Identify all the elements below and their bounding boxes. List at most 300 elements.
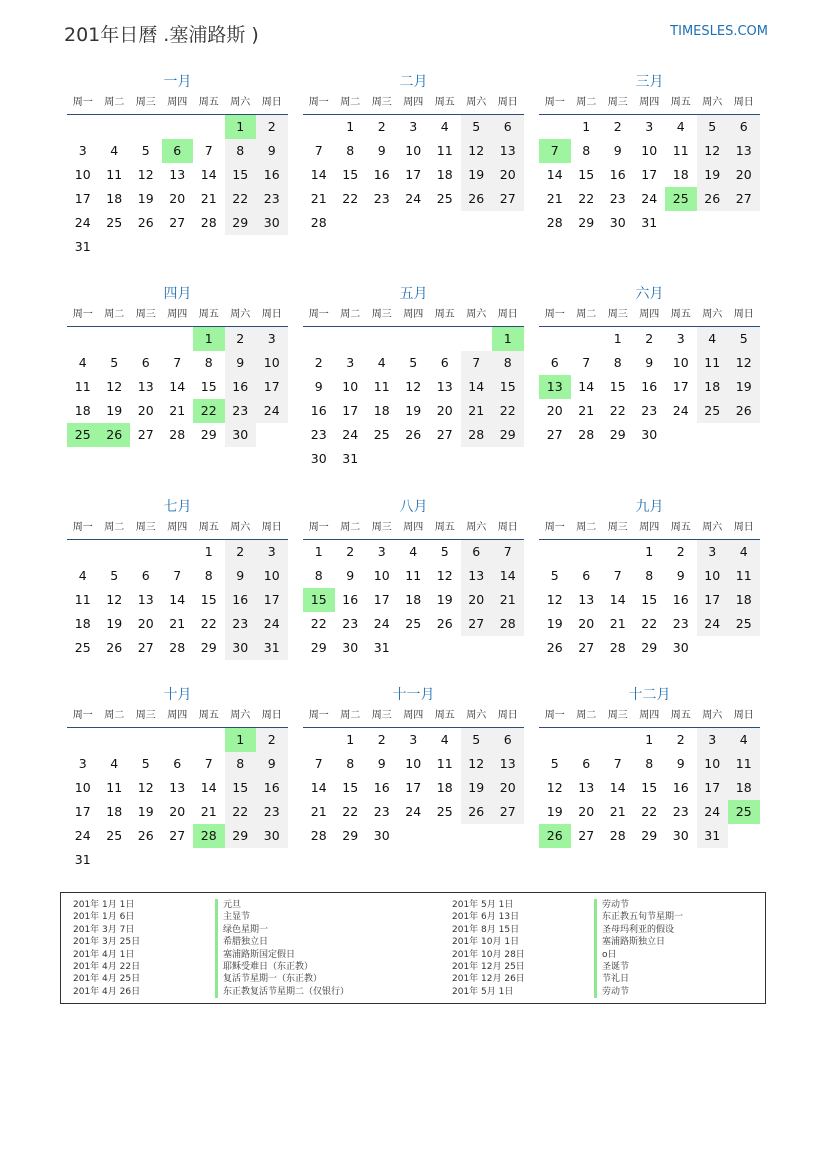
week-row [303, 163, 524, 187]
empty-cell [193, 115, 225, 139]
empty-cell [303, 728, 335, 752]
holiday-name: 劳动节 [594, 899, 629, 911]
empty-cell [99, 540, 131, 564]
day-cell: 4 [440, 732, 449, 747]
weekday-label: 周三 [607, 309, 628, 320]
day-cell: 15 [303, 588, 335, 612]
empty-cell [193, 235, 225, 259]
holiday-item [452, 911, 683, 923]
empty-cell [130, 540, 162, 564]
day-cell: 24 [74, 215, 91, 230]
week-row [67, 187, 288, 211]
empty-cell [728, 824, 760, 848]
day-cell: 3 [676, 331, 685, 346]
weekday-label: 周四 [167, 522, 188, 533]
empty-cell [335, 211, 367, 235]
day-cell: 9 [225, 351, 257, 375]
month-block [67, 685, 288, 872]
day-cell: 26 [405, 427, 422, 442]
day-cell: 9 [613, 143, 622, 158]
day-cell: 3 [645, 119, 654, 134]
empty-cell [697, 423, 729, 447]
weekday-label: 周六 [466, 522, 487, 533]
month-name: 十一月 [392, 687, 435, 703]
weekday-label: 周日 [497, 97, 518, 108]
month-block [539, 284, 760, 447]
weekday-label: 周六 [702, 710, 723, 721]
empty-cell [728, 211, 760, 235]
day-cell: 29 [225, 211, 257, 235]
day-cell: 26 [137, 215, 154, 230]
empty-cell [67, 327, 99, 351]
weekday-label: 周五 [198, 97, 219, 108]
day-cell: 21 [310, 804, 327, 819]
day-cell: 8 [346, 143, 355, 158]
month-name: 二月 [399, 74, 428, 90]
day-cell: 2 [314, 355, 323, 370]
day-cell: 11 [74, 379, 91, 394]
week-row [539, 375, 760, 399]
day-cell: 5 [550, 756, 559, 771]
weekday-label: 周一 [544, 97, 565, 108]
day-cell: 10 [342, 379, 359, 394]
day-cell: 8 [225, 139, 257, 163]
day-cell: 22 [641, 804, 658, 819]
weekday-label: 周四 [167, 97, 188, 108]
day-cell: 2 [225, 327, 257, 351]
holiday-date: 201年 4月 26日 [73, 986, 141, 997]
weekday-label: 周五 [670, 710, 691, 721]
empty-cell [162, 235, 194, 259]
day-cell: 21 [200, 804, 217, 819]
day-cell: 25 [436, 804, 453, 819]
week-row [303, 824, 524, 848]
day-cell: 1 [613, 331, 622, 346]
day-cell: 23 [310, 427, 327, 442]
day-cell: 3 [697, 728, 729, 752]
empty-cell [398, 447, 430, 471]
day-cell: 1 [193, 327, 225, 351]
weekday-label: 周日 [733, 710, 754, 721]
holiday-name: 主显节 [215, 911, 250, 923]
weekday-label: 周二 [104, 522, 125, 533]
weekday-label: 周二 [340, 710, 361, 721]
day-cell: 28 [193, 824, 225, 848]
holiday-item [452, 924, 683, 936]
day-cell: 7 [539, 139, 571, 163]
day-cell: 13 [578, 592, 595, 607]
day-cell: 20 [169, 804, 186, 819]
day-cell: 21 [578, 403, 595, 418]
holiday-item [452, 973, 683, 985]
day-cell: 17 [697, 588, 729, 612]
day-cell: 24 [697, 612, 729, 636]
day-cell: 16 [225, 375, 257, 399]
week-row [67, 399, 288, 423]
day-cell: 13 [728, 139, 760, 163]
day-cell: 13 [539, 375, 571, 399]
day-cell: 17 [405, 780, 422, 795]
empty-cell [162, 115, 194, 139]
week-row [539, 139, 760, 163]
day-cell: 30 [609, 215, 626, 230]
week-row [539, 423, 760, 447]
day-cell: 26 [728, 399, 760, 423]
day-cell: 14 [310, 167, 327, 182]
day-cell: 27 [169, 828, 186, 843]
holiday-item [73, 924, 349, 936]
day-cell: 18 [436, 167, 453, 182]
empty-cell [602, 728, 634, 752]
day-cell: 28 [546, 215, 563, 230]
day-cell: 19 [106, 403, 123, 418]
day-cell: 24 [373, 616, 390, 631]
holiday-date: 201年 3月 7日 [73, 924, 135, 935]
day-cell: 17 [373, 592, 390, 607]
month-block [303, 497, 524, 660]
empty-cell [162, 848, 194, 872]
day-cell: 27 [492, 800, 524, 824]
day-cell: 20 [436, 403, 453, 418]
day-cell: 19 [461, 163, 493, 187]
day-cell: 25 [728, 612, 760, 636]
day-cell: 13 [492, 139, 524, 163]
weekday-label: 周六 [230, 309, 251, 320]
weekday-header [303, 92, 524, 115]
week-row [539, 636, 760, 660]
empty-cell [366, 211, 398, 235]
holiday-date: 201年 10月 28日 [452, 949, 525, 960]
day-cell: 4 [697, 327, 729, 351]
day-cell: 30 [672, 828, 689, 843]
day-cell: 1 [645, 732, 654, 747]
day-cell: 20 [578, 616, 595, 631]
day-cell: 13 [137, 379, 154, 394]
day-cell: 31 [641, 215, 658, 230]
day-cell: 26 [539, 824, 571, 848]
holiday-date: 201年 12月 26日 [452, 974, 525, 985]
day-cell: 27 [578, 640, 595, 655]
day-cell: 25 [728, 800, 760, 824]
day-cell: 7 [492, 540, 524, 564]
empty-cell [366, 447, 398, 471]
day-cell: 29 [641, 828, 658, 843]
weekday-label: 周六 [230, 97, 251, 108]
day-cell: 29 [492, 423, 524, 447]
empty-cell [539, 327, 571, 351]
day-cell: 5 [728, 327, 760, 351]
weekday-label: 周五 [670, 97, 691, 108]
weekday-label: 周三 [135, 522, 156, 533]
day-cell: 21 [609, 616, 626, 631]
weekday-label: 周五 [670, 522, 691, 533]
day-cell: 2 [645, 331, 654, 346]
day-cell: 27 [461, 612, 493, 636]
day-cell: 3 [256, 327, 288, 351]
weekday-header [539, 517, 760, 540]
week-row [303, 636, 524, 660]
day-cell: 26 [461, 187, 493, 211]
weekday-label: 周四 [639, 522, 660, 533]
day-cell: 9 [256, 139, 288, 163]
day-cell: 6 [141, 568, 150, 583]
day-cell: 30 [641, 427, 658, 442]
empty-cell [429, 327, 461, 351]
empty-cell [492, 636, 524, 660]
day-cell: 14 [609, 592, 626, 607]
day-cell: 21 [169, 616, 186, 631]
month-block [67, 72, 288, 259]
day-cell: 16 [609, 167, 626, 182]
empty-cell [461, 211, 493, 235]
day-cell: 5 [110, 355, 119, 370]
weekday-label: 周一 [308, 309, 329, 320]
week-row [303, 375, 524, 399]
day-cell: 1 [492, 327, 524, 351]
weekday-label: 周六 [466, 97, 487, 108]
holiday-date: 201年 6月 13日 [452, 912, 520, 923]
weekday-label: 周四 [639, 97, 660, 108]
weekday-header [303, 304, 524, 327]
weekday-label: 周二 [576, 97, 597, 108]
weekday-label: 周日 [497, 710, 518, 721]
day-cell: 17 [342, 403, 359, 418]
day-cell: 18 [106, 804, 123, 819]
weekday-label: 周二 [340, 97, 361, 108]
empty-cell [398, 824, 430, 848]
empty-cell [303, 327, 335, 351]
day-cell: 12 [461, 139, 493, 163]
day-cell: 27 [169, 215, 186, 230]
day-cell: 5 [550, 568, 559, 583]
weekday-label: 周六 [230, 710, 251, 721]
day-cell: 21 [609, 804, 626, 819]
day-cell: 8 [225, 752, 257, 776]
weekday-label: 周二 [576, 309, 597, 320]
week-row [303, 187, 524, 211]
day-cell: 22 [310, 616, 327, 631]
month-name: 十月 [163, 687, 192, 703]
day-cell: 9 [377, 756, 386, 771]
day-cell: 5 [409, 355, 418, 370]
day-cell: 10 [672, 355, 689, 370]
day-cell: 13 [578, 780, 595, 795]
month-name: 五月 [399, 286, 428, 302]
day-cell: 12 [436, 568, 453, 583]
weekday-label: 周四 [639, 710, 660, 721]
holiday-name: 绿色星期一 [215, 924, 268, 936]
day-cell: 31 [74, 239, 91, 254]
day-cell: 30 [342, 640, 359, 655]
day-cell: 19 [106, 616, 123, 631]
day-cell: 31 [74, 852, 91, 867]
weekday-label: 周五 [198, 309, 219, 320]
weekday-label: 周四 [403, 309, 424, 320]
day-cell: 26 [546, 640, 563, 655]
day-cell: 24 [641, 191, 658, 206]
day-cell: 12 [728, 351, 760, 375]
empty-cell [256, 423, 288, 447]
day-cell: 23 [373, 191, 390, 206]
day-cell: 3 [78, 756, 87, 771]
day-cell: 19 [137, 804, 154, 819]
day-cell: 10 [74, 780, 91, 795]
day-cell: 16 [373, 167, 390, 182]
holiday-item [452, 936, 683, 948]
month-name: 八月 [399, 499, 428, 515]
page-title: 201年日曆 .塞浦路斯 ) [64, 24, 259, 46]
weekday-label: 周一 [72, 710, 93, 721]
day-cell: 20 [169, 191, 186, 206]
day-cell: 26 [436, 616, 453, 631]
holiday-item [73, 986, 349, 998]
week-row [539, 399, 760, 423]
week-row [539, 115, 760, 139]
day-cell: 10 [697, 752, 729, 776]
day-cell: 11 [106, 167, 123, 182]
day-cell: 6 [162, 139, 194, 163]
day-cell: 14 [578, 379, 595, 394]
empty-cell [225, 235, 257, 259]
holiday-name: 复活节星期一（东正教） [215, 973, 322, 985]
day-cell: 4 [440, 119, 449, 134]
empty-cell [130, 848, 162, 872]
weekday-label: 周三 [371, 522, 392, 533]
day-cell: 29 [342, 828, 359, 843]
day-cell: 8 [645, 756, 654, 771]
day-cell: 21 [492, 588, 524, 612]
day-cell: 5 [110, 568, 119, 583]
empty-cell [665, 211, 697, 235]
day-cell: 12 [137, 167, 154, 182]
week-row [67, 540, 288, 564]
week-row [67, 163, 288, 187]
week-row [303, 115, 524, 139]
day-cell: 27 [436, 427, 453, 442]
week-row [67, 588, 288, 612]
day-cell: 4 [676, 119, 685, 134]
site-logo[interactable]: TIMESLES.COM [670, 24, 768, 39]
week-row [67, 776, 288, 800]
day-cell: 26 [697, 187, 729, 211]
weekday-label: 周四 [167, 309, 188, 320]
day-cell: 2 [676, 544, 685, 559]
day-cell: 13 [169, 780, 186, 795]
month-block [67, 284, 288, 447]
weekday-header [303, 705, 524, 728]
day-cell: 25 [373, 427, 390, 442]
week-row [303, 800, 524, 824]
day-cell: 6 [461, 540, 493, 564]
day-cell: 23 [225, 399, 257, 423]
day-cell: 13 [492, 752, 524, 776]
weekday-label: 周二 [104, 710, 125, 721]
day-cell: 25 [74, 640, 91, 655]
empty-cell [697, 636, 729, 660]
day-cell: 15 [342, 167, 359, 182]
empty-cell [429, 824, 461, 848]
day-cell: 12 [405, 379, 422, 394]
day-cell: 16 [342, 592, 359, 607]
month-block [303, 284, 524, 471]
day-cell: 4 [110, 756, 119, 771]
day-cell: 22 [609, 403, 626, 418]
weekday-label: 周二 [104, 309, 125, 320]
holiday-date: 201年 5月 1日 [452, 986, 514, 997]
day-cell: 30 [373, 828, 390, 843]
weekday-label: 周三 [607, 97, 628, 108]
day-cell: 14 [609, 780, 626, 795]
day-cell: 1 [346, 732, 355, 747]
day-cell: 24 [74, 828, 91, 843]
day-cell: 24 [672, 403, 689, 418]
day-cell: 8 [314, 568, 323, 583]
week-row [303, 588, 524, 612]
day-cell: 9 [314, 379, 323, 394]
empty-cell [130, 115, 162, 139]
weekday-label: 周六 [702, 97, 723, 108]
month-block [303, 72, 524, 235]
day-cell: 12 [697, 139, 729, 163]
empty-cell [256, 848, 288, 872]
day-cell: 7 [314, 756, 323, 771]
empty-cell [728, 636, 760, 660]
day-cell: 25 [67, 423, 99, 447]
empty-cell [602, 540, 634, 564]
day-cell: 20 [137, 616, 154, 631]
day-cell: 29 [225, 824, 257, 848]
day-cell: 3 [78, 143, 87, 158]
day-cell: 25 [106, 828, 123, 843]
weekday-label: 周日 [733, 309, 754, 320]
holiday-list-left [73, 899, 349, 998]
day-cell: 23 [641, 403, 658, 418]
holiday-name: 圣诞节 [594, 961, 629, 973]
day-cell: 25 [106, 215, 123, 230]
day-cell: 11 [373, 379, 390, 394]
weekday-header [67, 304, 288, 327]
day-cell: 2 [225, 540, 257, 564]
weekday-label: 周一 [544, 309, 565, 320]
week-row [67, 139, 288, 163]
holiday-name: 东正教复活节星期二（仅银行） [215, 986, 349, 998]
day-cell: 30 [225, 636, 257, 660]
day-cell: 1 [346, 119, 355, 134]
day-cell: 15 [492, 375, 524, 399]
day-cell: 2 [377, 119, 386, 134]
holiday-item [73, 899, 349, 911]
day-cell: 29 [609, 427, 626, 442]
weekday-label: 周一 [308, 97, 329, 108]
week-row [303, 540, 524, 564]
day-cell: 23 [373, 804, 390, 819]
weekday-label: 周三 [371, 309, 392, 320]
day-cell: 19 [546, 804, 563, 819]
day-cell: 26 [99, 423, 131, 447]
day-cell: 17 [256, 588, 288, 612]
day-cell: 19 [405, 403, 422, 418]
day-cell: 11 [436, 143, 453, 158]
day-cell: 25 [436, 191, 453, 206]
day-cell: 14 [169, 592, 186, 607]
day-cell: 15 [641, 780, 658, 795]
empty-cell [665, 423, 697, 447]
day-cell: 10 [405, 143, 422, 158]
day-cell: 10 [405, 756, 422, 771]
day-cell: 13 [436, 379, 453, 394]
holiday-list [60, 892, 766, 1004]
empty-cell [225, 848, 257, 872]
